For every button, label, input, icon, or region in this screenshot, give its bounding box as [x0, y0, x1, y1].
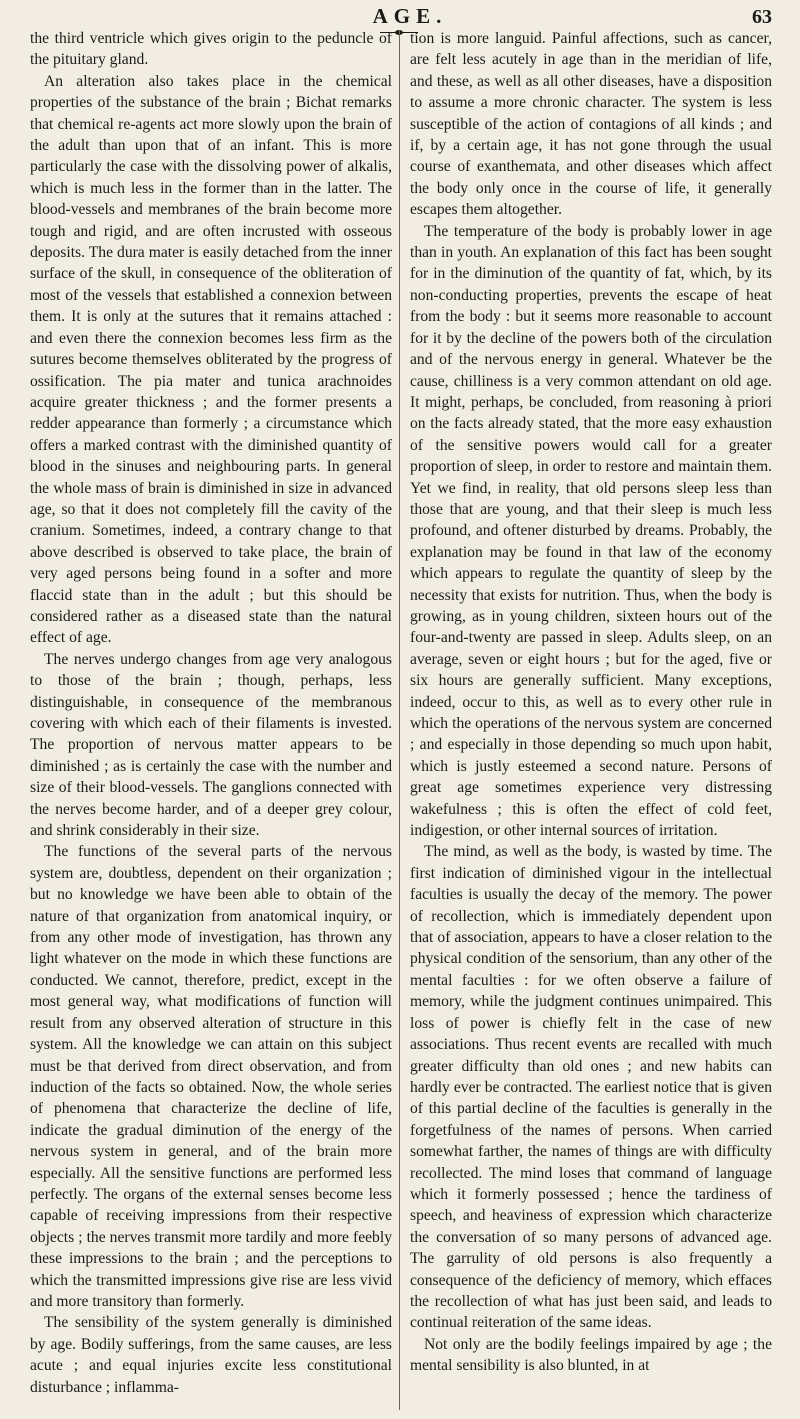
- paragraph: The temperature of the body is probably lower in age than in youth. An explanation of this fact has been sought for in the diminution of the quantity of fat, which, by its non-conducting properties, prevents the escape of heat from the body : but it seems more reasonable to account for it by the decline of the powers both of the circulation and of the nervous energy in general. Whatever be the cause, chilliness is a very common attendant on old age. It might, perhaps, be concluded, from reasoning à priori on the facts already stated, that the more easy exhaustion of the sensitive powers would call for a greater proportion of sleep, in order to restore and maintain them. Yet we find, in reality, that old persons sleep less than those that are young, and that their sleep is much less profound, and oftener disturbed by dreams. Probably, the explanation may be found in that law of the economy which appears to regulate the quantity of sleep by the necessity that exists for nutrition. Thus, when the body is growing, as in young children, sixteen hours out of the four-and-twenty are passed in sleep. Adults sleep, on an average, seven or eight hours ; but for the aged, five or six hours are generally sufficient. Many exceptions, indeed, occur to this, as well as to every other rule in which the operations of the nervous system are concerned ; and especially in those depending so much upon habit, which is justly esteemed a second nature. Persons of great age sometimes experience very distressing wakefulness ; this is often the effect of cold feet, indigestion, or other internal sources of irritation.: [410, 222, 772, 840]
- running-title: AGE.: [372, 4, 448, 28]
- paragraph: tion is more languid. Painful affections, such as cancer, are felt less acutely in age than in the meridian of life, and these, as well as all other diseases, have a disposition to assume a more chronic character. The system is less susceptible of the action of contagions of all kinds ; and if, by a certain age, it has not gone through the usual course of exanthemata, and other diseases which affect the body only once in the course of life, it generally escapes them altogether.: [410, 30, 772, 219]
- paragraph: The sensibility of the system generally is diminished by age. Bodily sufferings, from the same causes, are less acute ; and equal injuries excite less constitutional disturbance ; inflamma-: [30, 1314, 392, 1396]
- paragraph: An alteration also takes place in the chemical properties of the substance of the brain ; Bichat remarks that chemical re-agents act more slowly upon the brain of the adult than upon that of an infant. This is more particularly the case with the dissolving power of alkalis, which is much less in the former than in the latter. The blood-vessels and membranes of the brain become more tough and rigid, and are often incrusted with osseous deposits. The dura mater is easily detached from the inner surface of the skull, in consequence of the obliteration of most of the vessels that established a connexion between them. It is only at the sutures that it remains attached : and even there the connexion becomes less firm as the sutures become themselves obliterated by the progress of ossification. The pia mater and tunica arachnoides acquire greater thickness ; and the former presents a redder appearance than formerly ; a circumstance which offers a marked contrast with the diminished quantity of blood in the sinuses and neighbouring parts. In general the whole mass of brain is diminished in size in advanced age, so that it does not completely fill the cavity of the cranium. Sometimes, indeed, a contrary change to that above described is observed to take place, the brain of very aged persons being found in a softer and more flaccid state than in the adult ; but this should be considered rather as a diseased state than the natural effect of age.: [30, 72, 392, 647]
- paragraph: Not only are the bodily feelings impaired by age ; the mental sensibility is also blunted, in at: [410, 1335, 772, 1375]
- left-column: [30, 28, 392, 1408]
- paragraph: the third ventricle which gives origin to the peduncle of the pituitary gland.: [30, 30, 392, 69]
- paragraph: The mind, as well as the body, is wasted by time. The first indication of diminished vigour in the intellectual faculties is usually the decay of the memory. The power of recollection, which is immediately dependent upon that of association, appears to have a closer relation to the physical condition of the sensorium, than any other of the mental faculties : for we often observe a failure of memory, while the judgment continues unimpaired. This loss of power is chiefly felt in the case of new associations. Thus recent events are recalled with much greater difficulty than old ones ; and new habits can hardly ever be contracted. The earliest notice that is given of this partial decline of the faculties is generally in the forgetfulness of the names of persons. When carried somewhat farther, the names of things are with difficulty recollected. The mind loses that command of language which it formerly possessed ; hence the tardiness of speech, and heaviness of expression which characterize the conversation of so many persons of advanced age. The garrulity of old persons is also frequently a consequence of the deficiency of memory, which effaces the recollection of what has just been said, and leads to continual reiteration of the same ideas.: [410, 843, 772, 1332]
- paragraph: The nerves undergo changes from age very analogous to those of the brain ; though, perhaps, less distinguishable, in consequence of the membranous covering with which each of their filaments is invested. The proportion of nervous matter appears to be diminished ; as is certainly the case with the number and size of their blood-vessels. The ganglions connected with the nerves become harder, and of a deeper grey colour, and shrink considerably in their size.: [30, 650, 392, 840]
- page-number: 63: [752, 6, 772, 28]
- right-column: [410, 28, 772, 1408]
- column-rule: [399, 30, 400, 1410]
- paragraph: The functions of the several parts of the nervous system are, doubtless, dependent on their organization ; but no knowledge we have been able to obtain of the nature of that organization from anatomical inquiry, or from any other mode of investigation, has thrown any light whatever on the mode in which these functions are conducted. We cannot, therefore, predict, except in the most general way, what modifications of function will result from any observed alteration of structure in this system. All the knowledge we can attain on this subject must be that derived from direct observation, and from induction of the facts so obtained. Now, the whole series of phenomena that characterize the decline of life, indicate the gradual diminution of the energy of the nervous system in general, and of the brain more especially. All the sensitive functions are performed less perfectly. The organs of the external senses become less capable of receiving impressions from their respective objects ; the nerves transmit more tardily and more feebly these impressions to the brain ; and the perceptions to which the transmitted impressions give rise are less vivid and more transitory than formerly.: [30, 843, 392, 1310]
